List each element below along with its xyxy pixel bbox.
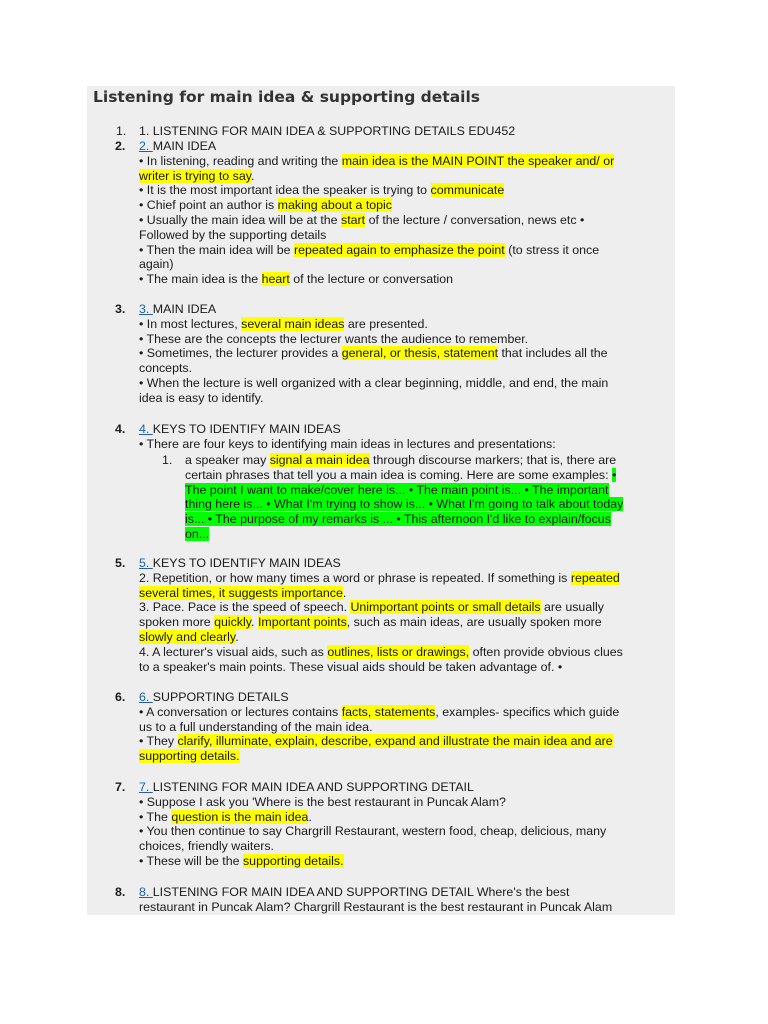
text-run: • These are the concepts the lecturer wants the audience to remember.	[139, 331, 529, 346]
list-item-line	[139, 228, 326, 243]
text-run: , examples- specifics which guide	[435, 704, 620, 719]
list-number: 2.	[115, 139, 126, 153]
text-run: • There are four keys to identifying main ideas in lectures and presentations:	[139, 436, 556, 451]
list-item-line	[139, 556, 341, 571]
text-run: .	[251, 615, 258, 630]
list-number: 5.	[115, 556, 126, 570]
list-item-line	[139, 257, 173, 272]
document-title: Listening for main idea & supporting details	[93, 88, 481, 106]
yellow-highlight: repeated again to emphasize the point	[293, 242, 505, 257]
text-run: us to a full understanding of the main idea.	[139, 719, 373, 734]
text-run: • A conversation or lectures contains	[139, 704, 342, 719]
list-item-line	[139, 437, 556, 452]
text-run: are usually	[540, 600, 604, 615]
list-item-line	[139, 645, 623, 660]
text-run: • Chief point an author is	[139, 198, 278, 213]
list-item-line	[139, 169, 254, 184]
yellow-highlight: Important points	[257, 615, 347, 630]
list-number: 3.	[115, 302, 126, 316]
text-run: KEYS TO IDENTIFY MAIN IDEAS	[152, 422, 341, 436]
yellow-highlight: outlines, lists or drawings,	[327, 644, 470, 659]
text-run: MAIN IDEA	[152, 302, 217, 316]
yellow-highlight: writer is trying to say	[139, 168, 251, 183]
list-number: 8.	[115, 885, 126, 899]
text-run: • It is the most important idea the speaker is trying to	[139, 183, 431, 198]
text-run: of the lecture / conversation, news etc •	[365, 213, 585, 227]
yellow-highlight: supporting details.	[139, 749, 240, 764]
list-item-line	[139, 317, 428, 332]
green-highlight: The point I want to make/cover here is... • The main point is... • The important	[185, 482, 609, 497]
list-item-line	[139, 213, 584, 228]
list-item-line	[139, 630, 239, 645]
yellow-highlight: general, or thesis, statement	[341, 346, 499, 361]
sub-list-item-line	[185, 483, 609, 498]
list-item-line	[139, 332, 528, 347]
sub-list-number: 1.	[162, 453, 173, 467]
list-item-line	[139, 795, 506, 810]
sub-list-item-line	[185, 512, 611, 527]
list-item-line	[139, 734, 613, 749]
yellow-highlight: heart	[261, 272, 290, 287]
list-item-line	[139, 302, 216, 317]
list-number: 1.	[116, 124, 127, 138]
text-run: are presented.	[344, 316, 428, 331]
text-run: that includes all the	[498, 346, 608, 361]
text-run: MAIN IDEA	[152, 139, 217, 153]
text-run: 2. Repetition, or how many times a word or phrase is repeated. If something is	[139, 570, 571, 585]
list-item-line	[139, 600, 604, 615]
yellow-highlight: clarify, illuminate, explain, describe, expand and illustrate the main idea and are	[177, 734, 613, 749]
text-run: , such as main ideas, are usually spoken more	[346, 615, 602, 630]
sub-list-item-line	[185, 497, 623, 512]
yellow-highlight: several times, it suggests importance	[139, 585, 343, 600]
yellow-highlight: main idea is the MAIN POINT the speaker and/ or	[341, 153, 615, 168]
list-item-line	[139, 361, 192, 376]
list-item-line	[139, 720, 373, 735]
sub-list-item-line	[185, 453, 616, 468]
text-run: restaurant in Puncak Alam? Chargrill Restaurant is the best restaurant in Puncak Alam	[139, 899, 613, 914]
list-item-line	[139, 376, 608, 391]
list-item-line	[139, 243, 599, 258]
yellow-highlight: facts, statements	[341, 704, 436, 719]
yellow-highlight: communicate	[430, 183, 505, 198]
text-run: .	[235, 630, 239, 644]
list-item-line	[139, 705, 619, 720]
list-number: 7.	[115, 780, 126, 794]
text-run: certain phrases that tell you a main idea is coming. Here are some examples:	[185, 467, 612, 482]
text-run: • Usually the main idea will be at the	[139, 213, 342, 227]
list-item-line	[139, 571, 620, 586]
text-run: • Sometimes, the lecturer provides a	[139, 346, 342, 361]
list-item-line	[139, 839, 274, 854]
text-run: (to stress it once	[504, 242, 600, 257]
text-run: Followed by the supporting details	[139, 227, 327, 242]
yellow-highlight: supporting details.	[242, 854, 344, 868]
list-item-line	[139, 824, 606, 839]
yellow-highlight: slowly and clearly	[139, 630, 236, 644]
list-item-line	[139, 198, 392, 213]
yellow-highlight: start	[341, 213, 366, 227]
list-item-line	[139, 124, 515, 139]
slide-link[interactable]: 6.	[139, 690, 153, 704]
list-item-line	[139, 346, 608, 361]
list-item-line	[139, 690, 289, 705]
text-run: • These will be the	[139, 854, 243, 868]
slide-link[interactable]: 3.	[139, 302, 153, 316]
green-highlight: thing here is... • What I'm trying to show is... • What I'm going to talk about today	[185, 497, 624, 512]
text-run: • In most lectures,	[139, 316, 242, 331]
text-run: • The main idea is the	[139, 272, 262, 287]
text-run: .	[251, 168, 255, 183]
text-run: 1. LISTENING FOR MAIN IDEA & SUPPORTING DETAILS EDU452	[139, 124, 516, 138]
yellow-highlight: making about a topic	[277, 198, 392, 213]
text-run: often provide obvious clues	[469, 644, 623, 659]
list-item-line	[139, 810, 312, 825]
text-run: SUPPORTING DETAILS	[152, 690, 289, 704]
slide-link[interactable]: 8.	[139, 885, 153, 899]
green-highlight: •	[612, 467, 617, 482]
list-item-line	[139, 854, 344, 869]
list-item-line	[139, 660, 562, 675]
text-run: to a speaker's main points. These visual aids should be taken advantage of. •	[139, 659, 563, 674]
list-number: 4.	[115, 422, 126, 436]
text-run: LISTENING FOR MAIN IDEA AND SUPPORTING DETAIL Where's the best	[152, 885, 570, 899]
text-run: spoken more	[139, 615, 215, 630]
list-item-line	[139, 391, 263, 406]
text-run: • You then continue to say Chargrill Restaurant, western food, cheap, delicious, many	[139, 824, 607, 839]
list-item-line	[139, 139, 216, 154]
text-run: of the lecture or conversation	[289, 272, 454, 287]
yellow-highlight: signal a main idea	[269, 453, 370, 467]
slide-link[interactable]: 7.	[139, 780, 153, 794]
list-item-line	[139, 183, 504, 198]
text-run: .	[342, 585, 347, 600]
text-run: 4. A lecturer's visual aids, such as	[139, 644, 328, 659]
text-run: 3. Pace. Pace is the speed of speech.	[139, 600, 351, 615]
list-item-line	[139, 749, 240, 764]
text-run: .	[308, 809, 312, 824]
list-item-line	[139, 272, 453, 287]
yellow-highlight: repeated	[570, 570, 620, 585]
slide-link[interactable]: 2.	[139, 139, 153, 153]
green-highlight: is... • The purpose of my remarks is ... • This afternoon I'd like to explain/focus	[185, 512, 611, 527]
green-highlight: on...	[185, 527, 210, 541]
text-run: • Suppose I ask you 'Where is the best restaurant in Puncak Alam?	[139, 794, 506, 809]
sub-list-item-line	[185, 527, 209, 542]
text-run: • In listening, reading and writing the	[139, 153, 342, 168]
list-item-line	[139, 780, 474, 795]
list-item-line	[139, 885, 569, 900]
list-item-line	[139, 615, 602, 630]
text-run: choices, friendly waiters.	[139, 839, 274, 854]
text-run: through discourse markers; that is, there are	[369, 453, 617, 467]
text-run: LISTENING FOR MAIN IDEA AND SUPPORTING DETAIL	[152, 780, 474, 794]
list-item-line	[139, 422, 341, 437]
text-run: • Then the main idea will be	[139, 242, 294, 257]
text-run: KEYS TO IDENTIFY MAIN IDEAS	[152, 556, 341, 570]
text-run: • The	[139, 809, 172, 824]
list-item-line	[139, 900, 612, 915]
text-run: idea is easy to identify.	[139, 390, 264, 405]
yellow-highlight: Unimportant points or small details	[350, 600, 541, 615]
list-item-line	[139, 154, 614, 169]
slide-link[interactable]: 5.	[139, 556, 153, 570]
yellow-highlight: quickly	[214, 615, 252, 630]
list-number: 6.	[115, 690, 126, 704]
sub-list-item-line	[185, 468, 616, 483]
text-run: concepts.	[139, 361, 193, 376]
yellow-highlight: several main ideas	[241, 316, 345, 331]
text-run: again)	[139, 257, 174, 272]
list-item-line	[139, 586, 346, 601]
yellow-highlight: question is the main idea	[171, 809, 309, 824]
slide-link[interactable]: 4.	[139, 422, 153, 436]
text-run: • They	[139, 734, 178, 749]
text-run: a speaker may	[185, 453, 270, 467]
text-run: • When the lecture is well organized with a clear beginning, middle, and end, the main	[139, 376, 609, 390]
